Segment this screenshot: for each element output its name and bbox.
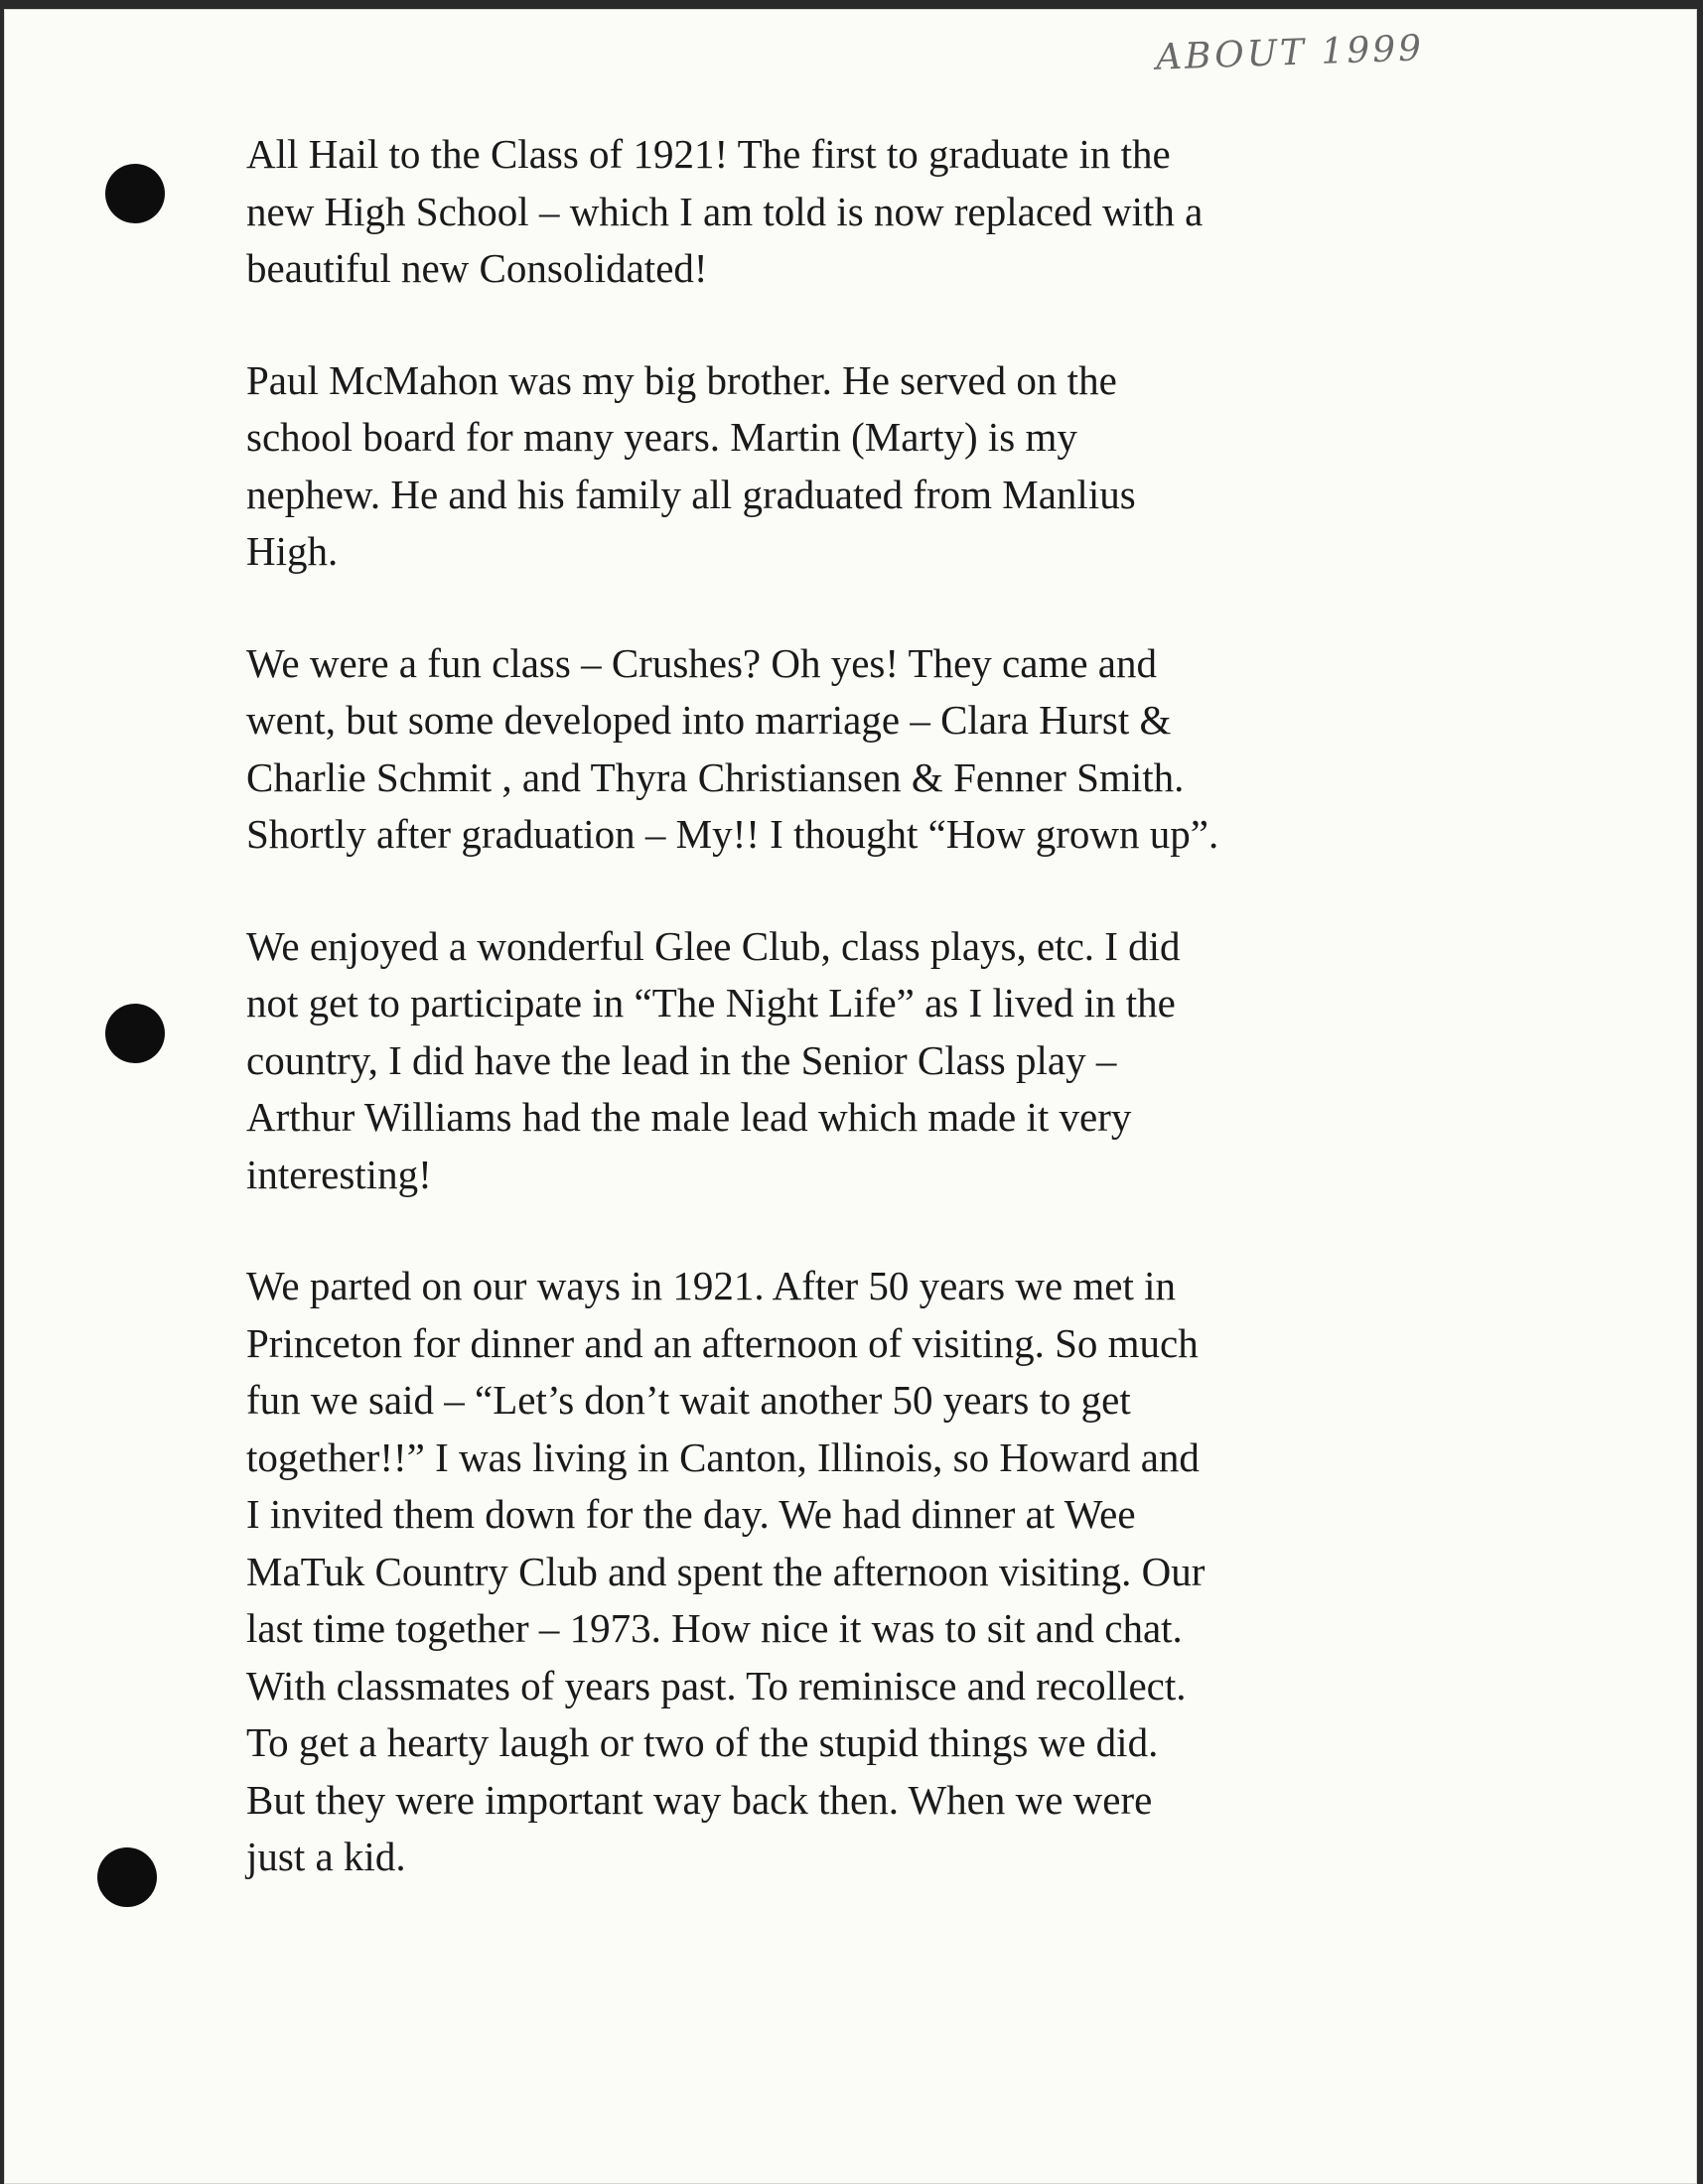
paragraph-reunion [246,1258,1517,1886]
handwritten-date-note: ABOUT 1999 [1155,28,1425,78]
text-line: fun we said – “Let’s don’t wait another 50 years to get [246,1377,1131,1423]
text-line: interesting! [246,1151,432,1197]
text-line: not get to participate in “The Night Life” as I lived in the [246,980,1176,1025]
text-line: country, I did have the lead in the Senior Class play – [246,1036,1117,1083]
letter-page [4,9,1697,2184]
punch-hole [97,1847,157,1907]
text-line: went, but some developed into marriage – Clara Hurst & [246,697,1172,743]
text-line: But they were important way back then. When we were [246,1776,1153,1823]
paragraph-class-of-1921 [246,126,1517,298]
text-line: Princeton for dinner and an afternoon of visiting. So much [246,1319,1199,1366]
text-line: High. [246,528,339,574]
text-line: last time together – 1973. How nice it was to sit and chat. [246,1605,1183,1651]
text-line: We were a fun class – Crushes? Oh yes! They came and [246,639,1157,686]
text-line: All Hail to the Class of 1921! The first to graduate in the [246,131,1171,177]
text-line: We parted on our ways in 1921. After 50 years we met in [246,1263,1177,1308]
paragraph-family [246,352,1517,581]
text-line: To get a hearty laugh or two of the stupid things we did. [246,1719,1159,1765]
text-line: I invited them down for the day. We had dinner at Wee [246,1491,1136,1537]
letter-body [246,126,1517,1941]
text-line: Paul McMahon was my big brother. He served on the [246,356,1117,403]
text-line: MaTuk Country Club and spent the afternoon visiting. Our [246,1548,1206,1594]
text-line: Arthur Williams had the male lead which made it very [246,1094,1132,1140]
text-line: new High School – which I am told is now replaced with a [246,188,1204,234]
text-line: just a kid. [246,1834,406,1879]
punch-hole [105,1004,165,1063]
text-line: We enjoyed a wonderful Glee Club, class plays, etc. I did [246,922,1181,969]
paragraph-glee-club [246,918,1517,1204]
punch-hole [105,164,165,223]
text-line: Shortly after graduation – My!! I thought “How grown up”. [246,811,1219,857]
text-line: together!!” I was living in Canton, Illinois, so Howard and [246,1433,1200,1480]
text-line: With classmates of years past. To reminisce and recollect. [246,1662,1187,1708]
text-line: nephew. He and his family all graduated from Manlius [246,471,1136,517]
text-line: school board for many years. Martin (Marty) is my [246,414,1077,460]
text-line: Charlie Schmit , and Thyra Christiansen & Fenner Smith. [246,753,1185,800]
text-line: beautiful new Consolidated! [246,245,708,291]
paragraph-crushes [246,635,1517,864]
